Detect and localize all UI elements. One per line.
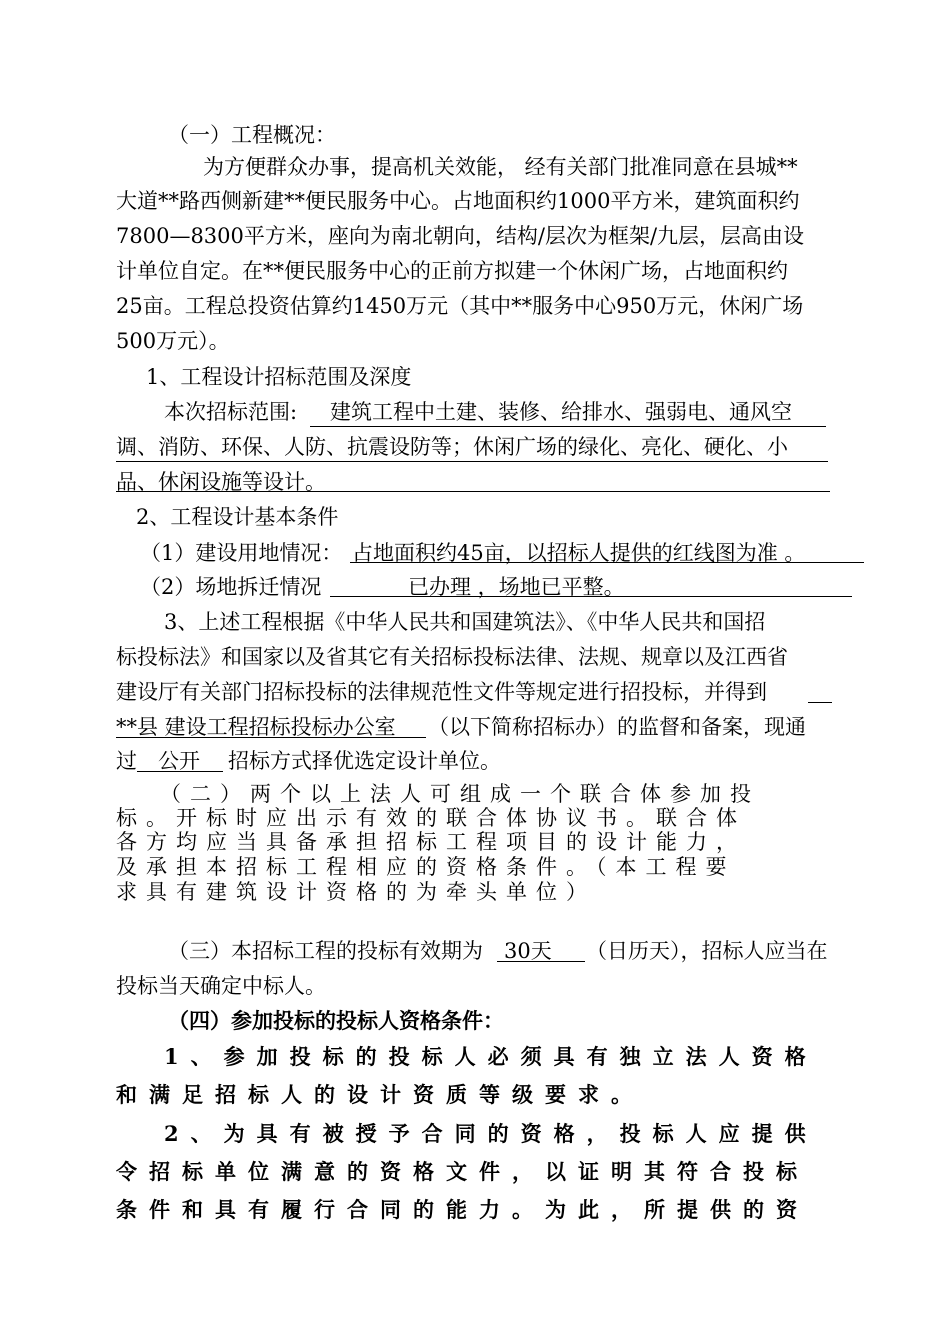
consortium-line: 及承担本招标工程相应的资格条件。（本工程要	[116, 855, 736, 879]
office-tail: （以下简称招标办）的监督和备案，现通	[428, 715, 806, 739]
qualification-line: 令招标单位满意的资格文件，以证明其符合投标	[116, 1159, 809, 1184]
overview-line: 大道**路西侧新建**便民服务中心。占地面积约1000平方米，建筑面积约	[116, 189, 800, 213]
underline	[808, 702, 832, 703]
law-line: 3、上述工程根据《中华人民共和国建筑法》、《中华人民共和国招	[164, 610, 766, 634]
law-line: 建设厅有关部门招标投标的法律规范性文件等规定进行招投标，并得到	[116, 680, 767, 704]
demolition-value: 已办理 ，场地已平整。	[408, 575, 625, 599]
land-value: 占地面积约45亩，以招标人提供的红线图为准 。	[352, 541, 806, 565]
underline	[116, 737, 426, 738]
validity-tail: （日历天），招标人应当在	[586, 939, 828, 963]
validity-days: 30天	[504, 939, 552, 963]
underline	[330, 596, 852, 597]
consortium-line: 求具有建筑设计资格的为牵头单位）	[116, 880, 596, 904]
demolition-label: （2）场地拆迁情况	[140, 575, 322, 599]
conditions-title: 2、工程设计基本条件	[136, 505, 339, 529]
scope-value-line: 调、消防、环保、人防、抗震设防等；休闲广场的绿化、亮化、硬化、小	[116, 435, 788, 459]
qualification-line: 条件和具有履行合同的能力。为此，所提供的资	[116, 1197, 809, 1222]
section-4-heading: （四）参加投标的投标人资格条件：	[168, 1008, 504, 1033]
consortium-line: 标。开标时应出示有效的联合体协议书。联合体	[116, 806, 746, 830]
consortium-line: 各方均应当具备承担招标工程项目的设计能力，	[116, 830, 746, 854]
section-1-heading: （一）工程概况：	[168, 123, 336, 147]
underline	[137, 771, 223, 772]
qualification-line: 2、为具有被授予合同的资格，投标人应提供	[164, 1121, 818, 1146]
validity-prefix: （三）本招标工程的投标有效期为	[168, 939, 483, 963]
underline	[310, 426, 826, 427]
validity-line-2: 投标当天确定中标人。	[116, 974, 326, 998]
law-line: 标投标法》和国家以及省其它有关招标投标法律、法规、规章以及江西省	[116, 645, 788, 669]
scope-title: 1、工程设计招标范围及深度	[146, 365, 412, 389]
method-value: 公开	[158, 749, 200, 773]
underline	[116, 491, 830, 492]
qualification-line: 1、参加投标的投标人必须具有独立法人资格	[164, 1044, 818, 1069]
overview-line: 500万元）。	[116, 329, 230, 353]
scope-label: 本次招标范围:	[164, 400, 298, 424]
qualification-line: 和满足招标人的设计资质等级要求。	[116, 1082, 644, 1107]
overview-line: 7800—8300平方米，座向为南北朝向，结构/层次为框架/九层，层高由设	[116, 224, 805, 248]
office-value: **县 建设工程招标投标办公室	[116, 715, 396, 739]
scope-value-line: 品、休闲设施等设计。	[116, 470, 326, 494]
underline	[497, 961, 585, 962]
scope-value-line: 建筑工程中土建、装修、给排水、强弱电、通风空	[330, 400, 792, 424]
underline	[350, 562, 864, 563]
overview-line: 25亩。工程总投资估算约1450万元（其中**服务中心950万元，休闲广场	[116, 294, 804, 318]
method-prefix: 过	[116, 749, 137, 773]
land-label: （1）建设用地情况：	[140, 541, 343, 565]
underline	[116, 461, 828, 462]
consortium-line: （二）两个以上法人可组成一个联合体参加投	[160, 782, 760, 806]
overview-line: 为方便群众办事，提高机关效能， 经有关部门批准同意在县城**	[203, 155, 798, 179]
method-tail: 招标方式择优选定设计单位。	[228, 749, 501, 773]
overview-line: 计单位自定。在**便民服务中心的正前方拟建一个休闲广场，占地面积约	[116, 259, 788, 283]
